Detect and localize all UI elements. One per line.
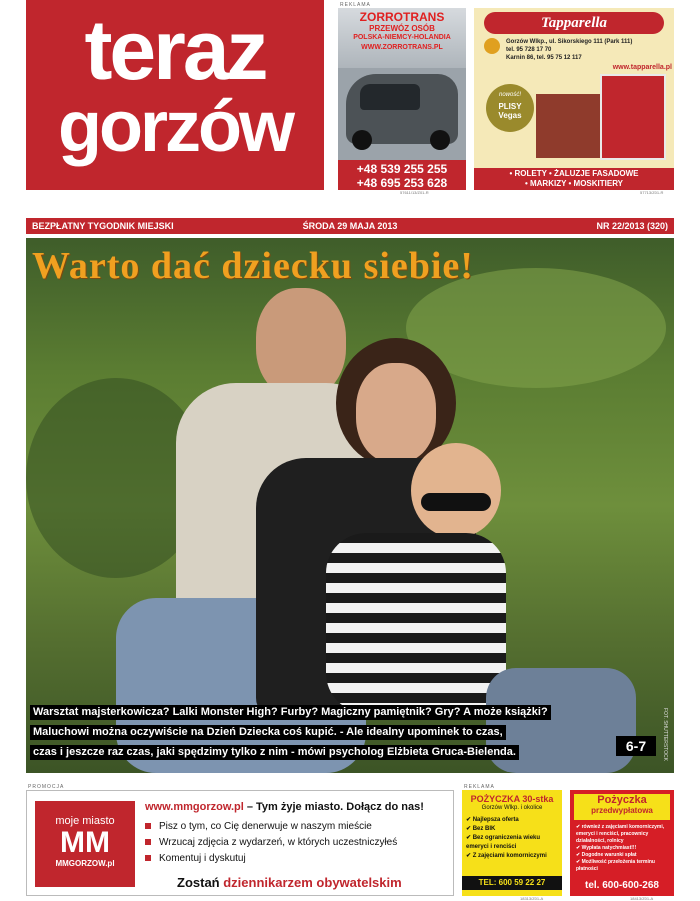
ad1-line1: PRZEWÓZ OSÓB: [369, 24, 435, 33]
ad3-item: ✔ Najlepsza oferta: [466, 817, 519, 823]
promo-bullet-text: Komentuj i dyskutuj: [159, 853, 246, 864]
tapparella-logo: Tapparella: [484, 12, 664, 34]
ad2-promo-product: PLISY Vegas: [498, 102, 522, 120]
promo-site-link[interactable]: www.mmgorzow.pl: [145, 801, 244, 813]
promo-header: [145, 801, 450, 813]
caption-line: Maluchowi można oczywiście na Dzień Dziecka coś kupić. - Ale idealny upominek to czas,: [30, 725, 506, 740]
woman-face: [356, 363, 436, 463]
ad1-phones: [338, 160, 466, 190]
masthead: [26, 0, 324, 190]
ad2-code: 57713/Z01-R: [640, 190, 664, 195]
ad-pozyczka-przedwyplatowa[interactable]: [570, 790, 674, 896]
promo-bullet-text: Pisz o tym, co Cię denerwuje w naszym mieście: [159, 821, 372, 832]
bullet-icon: [145, 839, 151, 845]
man-head: [256, 288, 346, 398]
mm-logo-line2: MM: [60, 826, 110, 859]
ad3-item: ✔ Bez BIK: [466, 826, 496, 832]
ad2-products-line2: • MARKIZY • MOSKITIERY: [524, 179, 624, 188]
ad3-item: ✔ Z zajęciami komorniczymi: [466, 853, 547, 859]
caption-line: Warsztat majsterkowicza? Lalki Monster High? Furby? Magiczny pamiętnik? Gry? A może książki?: [30, 705, 551, 720]
ad2-products: [474, 168, 674, 190]
promo-bullet-text: Wrzucaj zdjęcia z wydarzeń, w których uczestniczyłeś: [159, 837, 398, 848]
cover-caption: [30, 702, 600, 762]
mm-logo-line1: moje miasto: [55, 815, 115, 827]
ad2-tel1: tel. 95 728 17 70: [506, 47, 552, 53]
cover-photo: [26, 238, 674, 773]
page-reference[interactable]: 6-7: [616, 736, 656, 756]
ad-label-top: REKLAMA: [340, 2, 371, 8]
banner-date: ŚRODA 29 MAJA 2013: [302, 221, 398, 231]
ad1-brand: ZORROTRANS: [359, 10, 445, 24]
mm-logo: [35, 801, 135, 887]
pergola-image: [536, 94, 600, 158]
ad3-item: ✔ Bez ograniczenia wieku emeryci i renciści: [466, 835, 541, 850]
ad2-url[interactable]: www.tapparella.pl: [612, 64, 672, 71]
bullet-icon: [145, 823, 151, 829]
promo-cta: [177, 875, 402, 890]
van-windshield: [360, 84, 420, 110]
issue-banner: [26, 218, 674, 234]
ad3-code: 18313/Z01-A: [520, 896, 544, 901]
child-striped-shirt: [326, 533, 506, 713]
promo-cta-highlight: dziennikarzem obywatelskim: [223, 875, 402, 890]
ad4-title-box: [574, 794, 670, 820]
ad4-item: ✔ Możliwość przełożenia terminu płatności: [576, 859, 655, 872]
van-wheel-front: [352, 130, 372, 150]
mm-logo-url: MMGORZOW.pl: [55, 859, 115, 868]
location-icon: [484, 38, 500, 54]
ad2-address: Gorzów Wlkp., ul. Sikorskiego 111 (Park 111): [506, 39, 633, 45]
ad3-list: [466, 816, 558, 861]
mm-promo[interactable]: [26, 790, 454, 896]
masthead-title-line2: gorzów: [58, 87, 292, 167]
ad3-title: POŻYCZKA 30-stka: [470, 794, 554, 804]
photo-credit: FOT. SHUTTERSTOCK: [662, 708, 668, 761]
cover-headline: Warto dać dziecku siebie!: [32, 245, 474, 287]
ad3-subtitle: Gorzów Wlkp. i okolice: [481, 805, 543, 811]
ad4-item: ✔ Wypłata natychmiast!!!: [576, 845, 637, 851]
bullet-icon: [145, 855, 151, 861]
ad4-title2: przedwypłatowa: [591, 806, 653, 815]
ad4-list: [576, 824, 670, 873]
ad2-address2: Karnin 86, tel. 95 75 12 117: [506, 55, 582, 61]
child-sunglasses: [421, 493, 491, 511]
caption-line: czas i jeszcze raz czas, jaki spędzimy tylko z nim - mówi psycholog Elżbieta Gruca-Bielenda.: [30, 745, 519, 760]
ad4-code: 18413/Z01-A: [630, 896, 654, 901]
promo-tagline: – Tym żyje miasto. Dołącz do nas!: [243, 801, 424, 813]
promo-label: PROMOCJA: [28, 784, 65, 790]
blind-window-image: [600, 74, 666, 160]
ad4-item: ✔ Dogodne warunki spłat: [576, 852, 637, 858]
ad-zorrotrans[interactable]: [338, 8, 466, 190]
ad1-url[interactable]: WWW.ZORROTRANS.PL: [361, 44, 443, 51]
promo-bullet: [145, 837, 397, 848]
ad2-products-line1: • ROLETY • ŻALUZJE FASADOWE: [509, 169, 639, 178]
promo-cta-prefix: Zostań: [177, 875, 224, 890]
ad1-phone1: +48 539 255 255: [356, 162, 448, 176]
ad3-phone: TEL: 600 59 22 27: [462, 876, 562, 890]
child-head: [411, 443, 501, 538]
van-wheel-rear: [430, 130, 450, 150]
promo-bullet: [145, 821, 372, 832]
ad4-item: ✔ również z zajęciami komorniczymi, emeryci i renciści, pracownicy działalności, rolnicy: [576, 824, 665, 844]
banner-left: BEZPŁATNY TYGODNIK MIEJSKI: [32, 221, 174, 231]
ad4-phone: tel. 600-600-268: [585, 880, 659, 891]
banner-issue: NR 22/2013 (320): [596, 221, 668, 231]
promo-bullet: [145, 853, 246, 864]
ad-pozyczka-30stka[interactable]: [462, 790, 562, 896]
ad-tapparella[interactable]: [474, 8, 674, 190]
ad1-phone2: +48 695 253 628: [356, 176, 448, 190]
ad1-line2: POLSKA-NIEMCY-HOLANDIA: [353, 34, 451, 41]
ad-label-bottom: REKLAMA: [464, 784, 495, 790]
ad4-title1: Pożyczka: [597, 794, 647, 806]
masthead-title-line1: teraz: [84, 3, 266, 97]
ad2-promo-new: nowość!: [498, 92, 521, 98]
ad1-code: 57611/13/Z01-R: [400, 190, 429, 195]
